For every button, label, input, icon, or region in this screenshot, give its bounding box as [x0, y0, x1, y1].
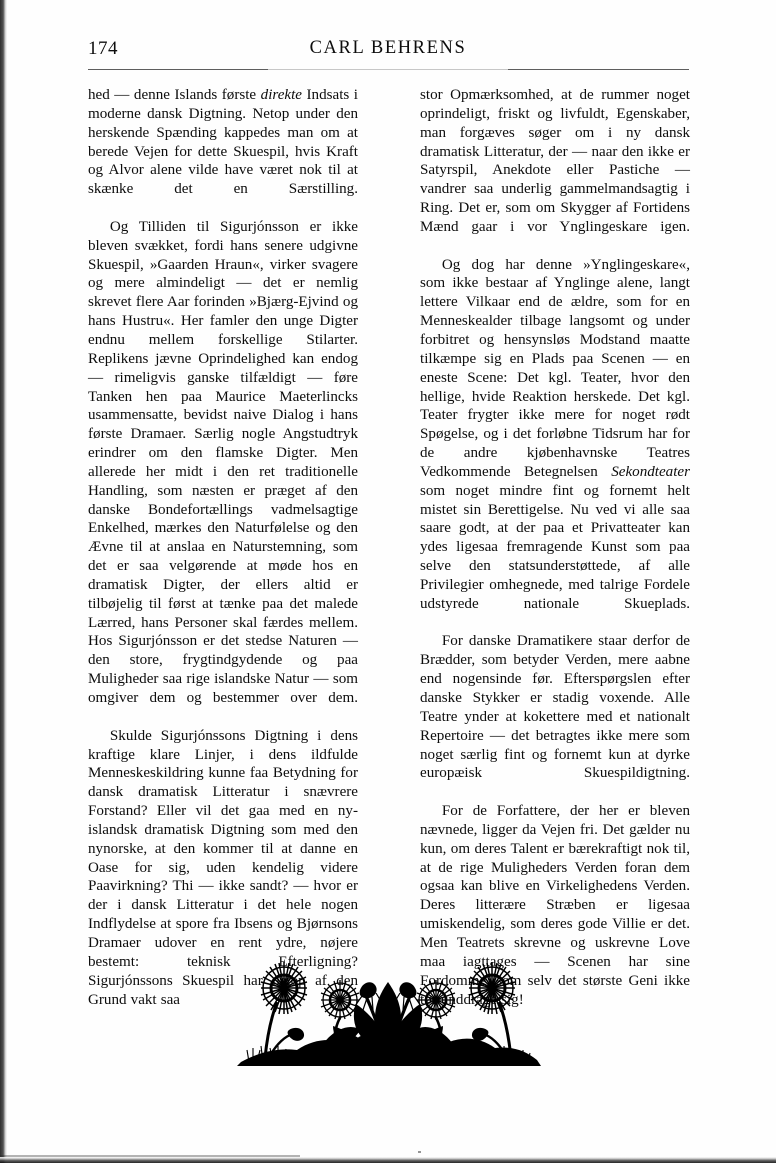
paragraph-text-continued: som noget mindre fint og fornemt helt mistet sin Berettigelse. Nu ved vi alle saa saare godt, at der paa et Privatteater kan ydes ligesaa fremragende Kunst som paa selve den statsunderstøttede, af alle Privilegier omhegnede, med talrige Fordele udstyrede nationale Skueplads. [420, 482, 690, 612]
header-rule [88, 69, 689, 70]
paragraph [420, 256, 690, 633]
paragraph-text: hed — denne Islands første [88, 87, 261, 103]
scan-speck [418, 1151, 421, 1153]
paragraph [420, 86, 690, 256]
page-folio-number: 174 [88, 38, 118, 59]
running-head [88, 38, 688, 66]
italic-term: Sekondteater [611, 463, 690, 480]
paragraph [88, 218, 358, 727]
paragraph [88, 86, 358, 218]
italic-term: direkte [260, 87, 302, 103]
scan-edge-artifact-bottom [0, 1157, 776, 1163]
running-title: CARL BEHRENS [309, 38, 467, 58]
paragraph-text: For de Forfattere, der her er bleven nævnede, ligger da Vejen fri. Det gælder nu kun, om deres Talent er bærekraftigt nok til, at de rige Muligheders Verden foran dem ogsaa kan blive en Virkelighedens Verden. Deres litterære Stræben er ligesaa umiskendelig, som deres gode Villie er det. Men Teatrets skrevne og uskrevne Love maa iagttages — Scenen har sine Fordomme, som selv det største Geni ikke tør unddrage sig! [420, 803, 690, 1008]
paragraph-text: stor Opmærksomhed, at de rummer noget oprindeligt, friskt og livfuldt, Egenskaber, man forgæves søger om i ny dansk dramatisk Litteratur, der — naar den ikke er Satyrspil, Anekdote eller Pastiche — vandrer saa underlig gammelmandsagtig i Ring. Det er, som om Skygger af Fortidens Mænd gaar i vor Ynglingeskare igen. [420, 87, 690, 235]
text-column-right [420, 86, 690, 1009]
paragraph [420, 632, 690, 802]
paragraph-text-continued: Indsats i moderne dansk Digtning. Netop under den herskende Spænding kappedes man om at berede Vejen for dette Skuespil, hvis Kraft og Alvor alene vilde have været nok til at skænke det en Særstilling. [88, 87, 358, 198]
scan-edge-artifact-left [0, 0, 7, 1163]
dandelion-vignette-ornament [223, 938, 553, 1074]
body-columns [88, 86, 690, 1009]
paragraph-text: For danske Dramatikere staar derfor de Brædder, som betyder Verden, mere aabne end nogensinde før. Efterspørgslen efter danske Stykker er stadig voxende. Alle Teatre ynder at kokettere med et nationalt Repertoire — det betragtes ikke mere som noget særlig fint og fornemt kun at dyrke europæisk Skuespildigtning. [420, 633, 690, 782]
paragraph-text: Skulde Sigurjónssons Digtning i dens kraftige klare Linjer, i dens ildfulde Menneskeskildring kunne faa Betydning for dansk dramatisk Litteratur i snævrere Forstand? Eller vil det gaa med en ny-islandsk dramatisk Digtning som med den nynorske, at den kommer til at danne en Oase for sig, uden kendelig videre Paavirkning? Thi — ikke sandt? — hvor er der i dansk Litteratur i det hele nogen Indflydelse at spore fra Ibsens og Bjørnsons Dramaer udover en rent ydre, nøjere bestemt: teknisk Efterligning? Sigurjónssons Skuespil har netop af den Grund vakt saa [88, 727, 358, 1008]
paragraph-text: Og dog har denne »Ynglingeskare«, som ikke bestaar af Ynglinge alene, langt lettere Vilkaar end de ældre, som for en Menneskealder tilbage langsomt og under forbitret og hensynsløs Modstand maatte tilkæmpe sig en Plads paa Scenen — en eneste Scene: Det kgl. Teater, hvor den hellige, hvide Reaktion herskede. Det kgl. Teater frygter ikke mere for noget rødt Spøgelse, og i det forløbne Tidsrum har for de andre kjøbenhavnske Teatres Vedkommende Betegnelsen [420, 256, 690, 480]
paragraph-text: Og Tilliden til Sigurjónsson er ikke bleven svækket, fordi hans senere udgivne Skuespil, »Gaarden Hraun«, virker svagere og mere almindeligt — det er nemlig skrevet flere Aar forinden »Bjærg-Ejvind og hans Hustru«. Her famler den unge Digter endnu mellem forskellige Stilarter. Replikens jævne Oprindelighed kan endog — rimeligvis ganske tilfældigt — føre Tanken hen paa Maurice Maeterlincks usammensatte, bevidst naive Dialog i hans første Dramaer. Særlig nogle Angstudtryk erindrer om den flamske Digter. Men allerede her midt i den ret traditionelle Handling, som næsten er præget af den danske Bondefortællings vadmelsagtige Enkelhed, mærkes den Naturfølelse og den Ævne til at anslaa en Naturstemning, som det er saa velgørende at møde hos en dramatisk Digter, der ellers altid er tilbøjelig til først at tænke paa det malede Lærred, hans Personer skal færdes mellem. Hos Sigurjónsson er det stedse Naturen — den store, frygtindgydende og paa Muligheder saa rige islandske Natur — som omgiver dem og bestemmer over dem. [88, 218, 358, 706]
text-column-left [88, 86, 358, 1009]
